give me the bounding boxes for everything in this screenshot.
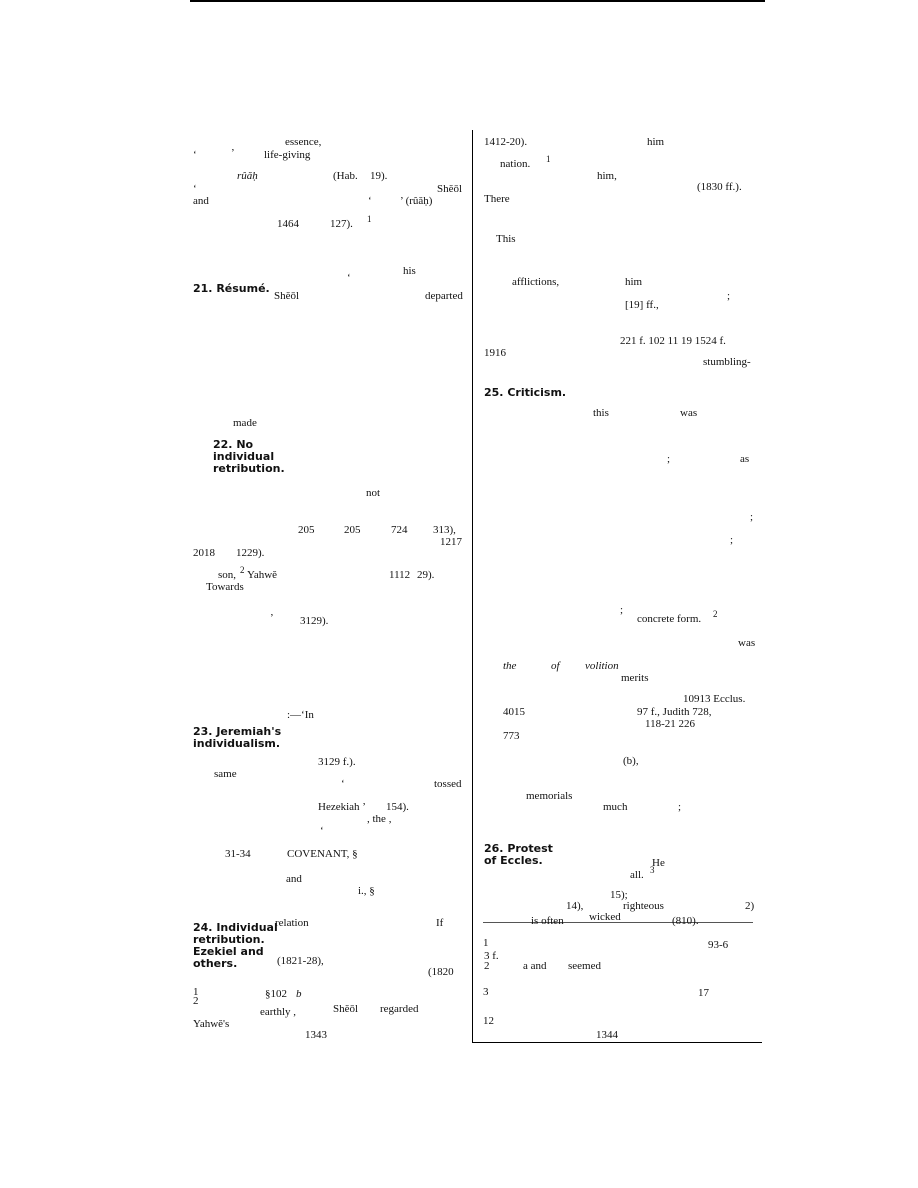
- top-rule: [190, 0, 765, 2]
- text-fragment: §102: [265, 988, 287, 1000]
- text-fragment: (1820: [428, 966, 454, 978]
- text-fragment: ‘: [341, 778, 345, 790]
- section-side-heading: [193, 922, 278, 970]
- column-divider: [472, 130, 473, 1042]
- text-fragment: He: [652, 857, 665, 869]
- text-fragment: him: [625, 276, 643, 288]
- text-fragment: 4015: [503, 706, 525, 718]
- side-heading-line: 23. Jeremiah's: [193, 725, 282, 738]
- text-fragment: 3129 f.).: [318, 756, 356, 768]
- section-side-heading: [193, 726, 281, 750]
- text-fragment: 1: [367, 214, 372, 224]
- text-fragment: ;: [620, 604, 624, 616]
- text-fragment: 221 f. 102 11 19 1524 f.: [620, 335, 726, 347]
- text-fragment: 14),: [566, 900, 584, 912]
- text-fragment: memorials: [526, 790, 573, 802]
- text-fragment: same: [214, 768, 237, 780]
- text-fragment: ;: [750, 511, 754, 523]
- text-fragment: stumbling-: [703, 356, 751, 368]
- text-fragment: 1112: [389, 569, 411, 581]
- text-fragment: ‘: [193, 183, 197, 195]
- page-number-right: 1344: [596, 1029, 618, 1041]
- text-fragment: and: [193, 195, 209, 207]
- text-fragment: rûăḥ: [237, 170, 258, 182]
- text-fragment: essence,: [285, 136, 322, 148]
- side-heading-line: individualism.: [193, 737, 281, 750]
- text-fragment: 773: [503, 730, 520, 742]
- side-heading-line: 26. Protest: [484, 842, 553, 855]
- text-fragment: 2: [713, 609, 718, 619]
- text-fragment: Hezekiah ’: [318, 801, 366, 813]
- text-fragment: son,: [218, 569, 237, 581]
- text-fragment: 205: [298, 524, 315, 536]
- text-fragment: and: [286, 873, 302, 885]
- side-heading-line: retribution.: [193, 933, 265, 946]
- text-fragment: as: [740, 453, 750, 465]
- text-fragment: ’: [231, 147, 235, 159]
- text-fragment: (1821-28),: [277, 955, 324, 967]
- text-fragment: of: [551, 660, 560, 672]
- footnote-text: 17: [698, 987, 709, 999]
- text-fragment: regarded: [380, 1003, 419, 1015]
- text-fragment: ;: [727, 290, 731, 302]
- footnote-text: 2: [484, 960, 490, 972]
- text-fragment: 1412-20).: [484, 136, 528, 148]
- text-fragment: this: [593, 407, 609, 419]
- footnote-text: 3: [483, 986, 489, 998]
- page-number-left: 1343: [305, 1029, 327, 1041]
- text-fragment: (Hab.: [333, 170, 358, 182]
- text-fragment: tossed: [434, 778, 462, 790]
- text-fragment: him: [647, 136, 665, 148]
- text-fragment: righteous: [623, 900, 664, 912]
- text-fragment: (b),: [623, 755, 639, 767]
- text-fragment: made: [233, 417, 257, 429]
- footnote-text: 1: [483, 937, 489, 949]
- text-fragment: 3129).: [300, 615, 329, 627]
- text-fragment: ‘: [368, 195, 372, 207]
- side-heading-line: 21. Résumé.: [193, 282, 270, 295]
- text-fragment: , the ,: [367, 813, 392, 825]
- text-fragment: 31-34: [225, 848, 251, 860]
- text-fragment: 19).: [370, 170, 388, 182]
- text-fragment: There: [484, 193, 510, 205]
- text-fragment: Shĕōl: [437, 183, 463, 195]
- text-fragment: is often: [531, 915, 564, 927]
- text-fragment: 10913 Ecclus.: [683, 693, 746, 705]
- text-fragment: his: [403, 265, 416, 277]
- text-fragment: i., §: [358, 885, 375, 897]
- side-heading-line: individual: [213, 450, 275, 463]
- text-fragment: departed: [425, 290, 463, 302]
- text-fragment: 1: [546, 154, 551, 164]
- side-heading-line: 24. Individual: [193, 921, 278, 934]
- text-fragment: ;: [678, 801, 682, 813]
- text-fragment: not: [366, 487, 381, 499]
- section-side-heading: [484, 843, 553, 867]
- text-fragment: all.: [630, 869, 644, 881]
- text-fragment: 1217: [440, 536, 462, 548]
- footnote-mark: 1: [193, 986, 199, 998]
- text-fragment: was: [680, 407, 698, 419]
- text-fragment: 154).: [386, 801, 409, 813]
- text-fragment: life-giving: [264, 149, 311, 161]
- text-fragment: 205: [344, 524, 361, 536]
- text-fragment: ‘: [347, 272, 351, 284]
- side-heading-line: 25. Criticism.: [484, 386, 567, 399]
- text-fragment: was: [738, 637, 756, 649]
- text-fragment: ’: [270, 612, 274, 624]
- text-fragment: ;: [730, 534, 734, 546]
- text-fragment: the: [503, 660, 517, 672]
- section-side-heading: [484, 387, 566, 399]
- text-fragment: him,: [597, 170, 617, 182]
- text-fragment: 3: [650, 865, 655, 875]
- footnote-text: a and: [523, 960, 547, 972]
- text-fragment: ;: [667, 453, 671, 465]
- text-fragment: Yahwĕ: [247, 569, 278, 581]
- text-fragment: 2: [240, 565, 245, 575]
- text-fragment: wicked: [589, 911, 621, 923]
- text-fragment: Shĕōl: [274, 290, 300, 302]
- text-fragment: This: [496, 233, 516, 245]
- text-fragment: (810).: [672, 915, 699, 927]
- side-heading-line: others.: [193, 957, 238, 970]
- text-fragment: 313),: [433, 524, 456, 536]
- side-heading-line: 22. No: [213, 438, 254, 451]
- section-side-heading: [213, 439, 285, 475]
- text-fragment: ’ (rûăḥ): [400, 195, 433, 207]
- text-fragment: volition: [585, 660, 619, 672]
- text-fragment: 1916: [484, 347, 506, 359]
- text-fragment: afflictions,: [512, 276, 560, 288]
- footnote-text: seemed: [568, 960, 601, 972]
- footnote-text: 3 f.: [484, 950, 499, 962]
- text-fragment: If: [436, 917, 444, 929]
- text-fragment: merits: [621, 672, 649, 684]
- text-fragment: 2): [745, 900, 755, 912]
- text-fragment: ‘: [320, 825, 324, 837]
- text-fragment: earthly ,: [260, 1006, 297, 1018]
- text-fragment: 29).: [417, 569, 435, 581]
- text-fragment: relation: [275, 917, 309, 929]
- text-fragment: much: [603, 801, 628, 813]
- side-heading-line: Ezekiel and: [193, 945, 264, 958]
- footnote-text: 12: [483, 1015, 494, 1027]
- text-fragment: COVENANT, §: [287, 848, 358, 860]
- text-fragment: 1229).: [236, 547, 265, 559]
- text-fragment: concrete form.: [637, 613, 702, 625]
- text-fragment: nation.: [500, 158, 531, 170]
- footnote-text: 93-6: [708, 939, 729, 951]
- text-fragment: (1830 ff.).: [697, 181, 742, 193]
- side-heading-line: of Eccles.: [484, 854, 543, 867]
- text-fragment: 1464: [277, 218, 299, 230]
- text-fragment: Yahwĕ's: [193, 1018, 230, 1030]
- text-fragment: 2018: [193, 547, 215, 559]
- text-fragment: [19] ff.,: [625, 299, 659, 311]
- text-fragment: 118-21 226: [645, 718, 696, 730]
- footnote-mark: 2: [193, 995, 199, 1007]
- text-fragment: 15);: [610, 889, 628, 901]
- text-fragment: 724: [391, 524, 408, 536]
- text-fragment: b: [296, 988, 302, 1000]
- side-heading-line: retribution.: [213, 462, 285, 475]
- text-fragment: Shĕōl: [333, 1003, 359, 1015]
- text-fragment: ‘: [193, 149, 197, 161]
- section-side-heading: [193, 283, 270, 295]
- text-fragment: 127).: [330, 218, 353, 230]
- text-fragment: 97 f., Judith 728,: [637, 706, 712, 718]
- text-fragment: :—‘In: [287, 709, 314, 721]
- bottom-rule: [472, 1042, 762, 1043]
- text-fragment: Towards: [206, 581, 244, 593]
